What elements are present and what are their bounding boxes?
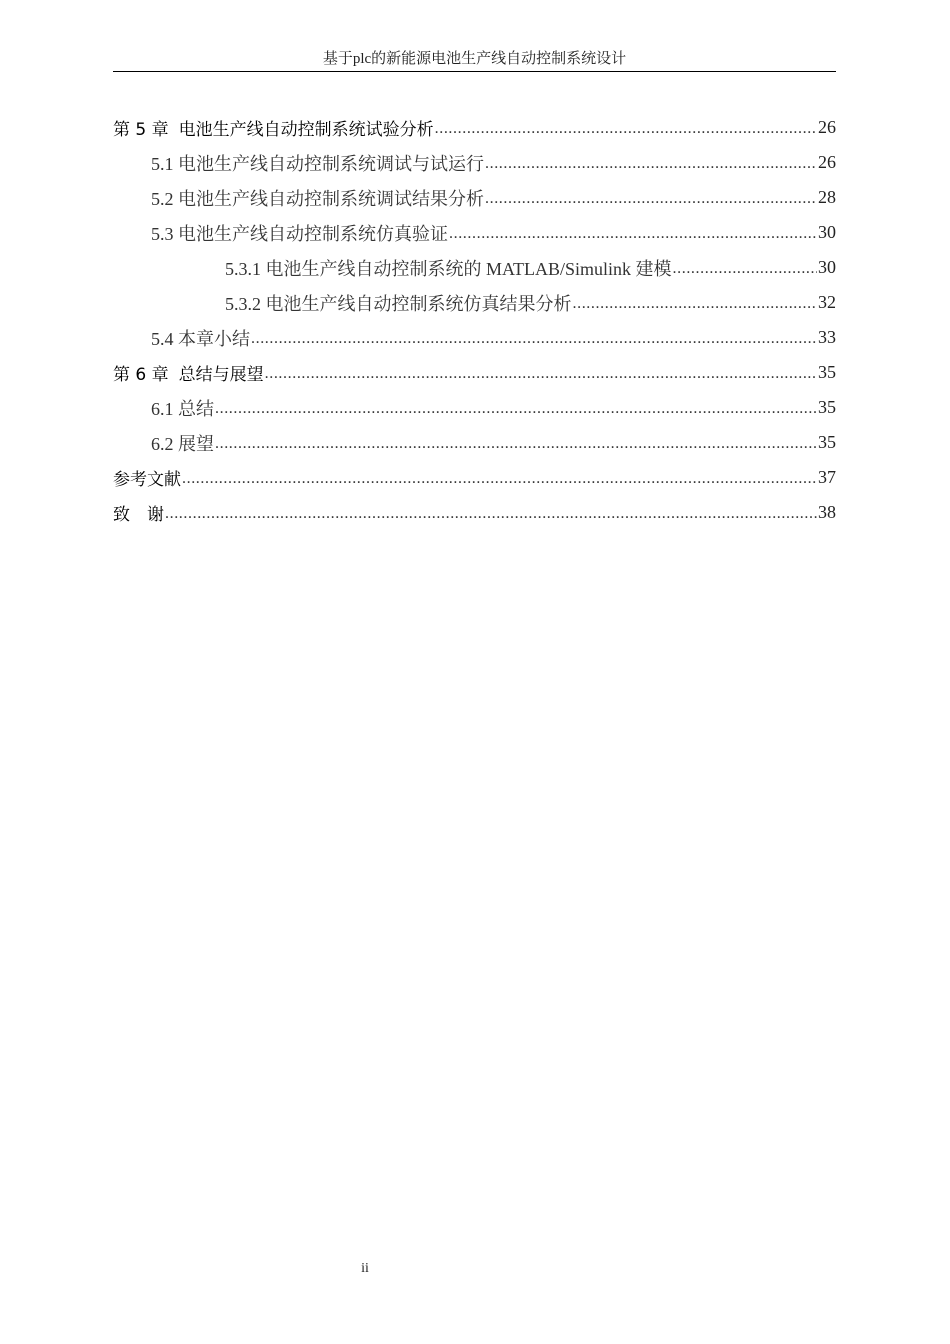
toc-entry-page: 28 (818, 187, 836, 207)
toc-entry[interactable] (113, 495, 836, 530)
toc-entry-title: 电池生产线自动控制系统试验分析 (178, 120, 434, 140)
toc-entry-title: 电池生产线自动控制系统调试结果分析 (178, 188, 484, 209)
dot-leader (485, 155, 817, 173)
toc-entry-number: 5.2 (151, 188, 174, 209)
toc-entry[interactable] (113, 250, 836, 285)
toc-entry-title: 电池生产线自动控制系统仿真验证 (178, 223, 448, 244)
toc-entry[interactable] (113, 320, 836, 355)
toc-entry-page: 35 (818, 362, 836, 382)
toc-entry[interactable] (113, 355, 836, 390)
dot-leader (215, 400, 817, 418)
toc-entry-number: 6.2 (151, 433, 174, 454)
toc-entry-number: 5.4 (151, 328, 174, 349)
toc-entry-page: 32 (818, 292, 836, 312)
dot-leader (673, 260, 817, 278)
toc-entry[interactable] (113, 215, 836, 250)
dot-leader (251, 330, 817, 348)
dot-leader (182, 470, 817, 488)
toc-entry-number: 第 6 章 (113, 365, 169, 385)
document-title: 基于plc的新能源电池生产线自动控制系统设计 (322, 51, 627, 67)
toc-entry-number: 6.1 (151, 398, 174, 419)
toc-entry-page: 38 (818, 502, 836, 522)
dot-leader (485, 190, 817, 208)
toc-entry[interactable] (113, 285, 836, 320)
toc-entry-title: 展望 (178, 433, 214, 454)
page-header (113, 50, 836, 72)
toc-entry-page: 35 (818, 397, 836, 417)
toc-entry-page: 30 (818, 257, 836, 277)
toc-entry[interactable] (113, 180, 836, 215)
toc-entry-title: 参考文献 (113, 470, 181, 490)
dot-leader (435, 120, 817, 138)
dot-leader (449, 225, 817, 243)
toc-entry[interactable] (113, 110, 836, 145)
toc-entry-title: 总结与展望 (178, 365, 264, 385)
dot-leader (265, 365, 817, 383)
toc-entry-title: 电池生产线自动控制系统的 MATLAB/Simulink 建模 (265, 258, 672, 279)
toc-entry[interactable] (113, 145, 836, 180)
toc-entry[interactable] (113, 425, 836, 460)
toc-entry-page: 26 (818, 152, 836, 172)
dot-leader (215, 435, 817, 453)
toc-entry-page: 26 (818, 117, 836, 137)
toc-entry-page: 33 (818, 327, 836, 347)
toc-entry-number: 5.3 (151, 223, 174, 244)
toc-entry-number: 5.3.2 (225, 293, 261, 314)
toc-entry-page: 35 (818, 432, 836, 452)
dot-leader (573, 295, 818, 313)
toc-entry-title: 本章小结 (178, 328, 250, 349)
dot-leader (165, 505, 817, 523)
toc-entry-title: 总结 (178, 398, 214, 419)
toc-entry-page: 30 (818, 222, 836, 242)
toc-entry[interactable] (113, 460, 836, 495)
toc-entry-title: 电池生产线自动控制系统调试与试运行 (178, 153, 484, 174)
toc-entry-page: 37 (818, 467, 836, 487)
toc-entry[interactable] (113, 390, 836, 425)
toc-entry-number: 5.3.1 (225, 258, 261, 279)
toc-entry-title: 电池生产线自动控制系统仿真结果分析 (265, 293, 572, 314)
page-number: ii (361, 1261, 369, 1276)
toc-entry-title: 致 谢 (113, 505, 164, 525)
toc-entry-number: 第 5 章 (113, 120, 169, 140)
table-of-contents (113, 110, 836, 530)
toc-entry-number: 5.1 (151, 153, 174, 174)
